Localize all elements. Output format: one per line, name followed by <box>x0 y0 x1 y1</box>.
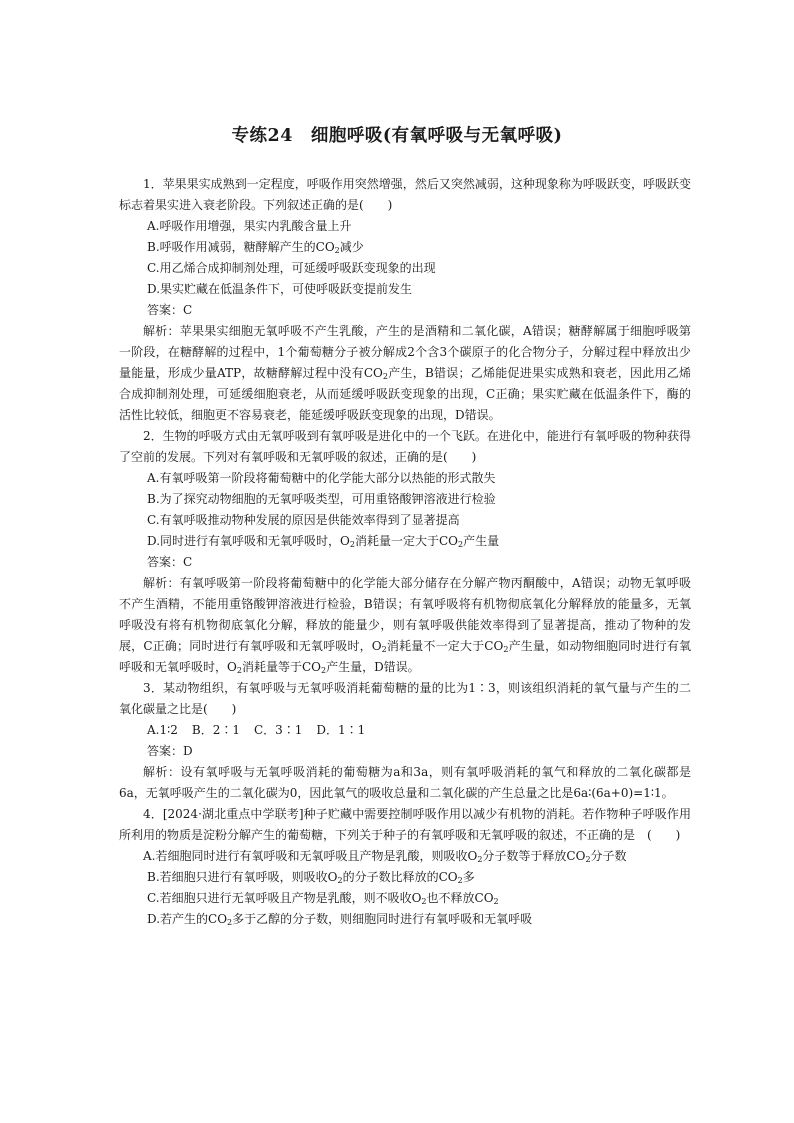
question-list <box>119 174 691 930</box>
question-2-answer: 答案：C <box>147 555 193 569</box>
question-2-option-b: B.为了探究动物细胞的无氧呼吸类型，可用重铬酸钾溶液进行检验 <box>147 492 496 506</box>
question-1-option-a: A.呼吸作用增强，果实内乳酸含量上升 <box>147 219 352 233</box>
question-2-option-a: A.有氧呼吸第一阶段将葡萄糖中的化学能大部分以热能的形式散失 <box>147 471 496 485</box>
question-1-stem: 1．苹果果实成熟到一定程度，呼吸作用突然增强，然后又突然减弱，这种现象称为呼吸跃变，呼吸跃变标志着果实进入衰老阶段。下列叙述正确的是( ) <box>119 177 691 212</box>
question-3-option-c: C．3∶1 <box>253 723 303 737</box>
question-1-analysis: 解析：苹果果实细胞无氧呼吸不产生乳酸，产生的是酒精和二氧化碳，A错误；糖酵解属于细胞呼吸第一阶段，在糖酵解的过程中，1个葡萄糖分子被分解成2个含3个碳原子的化合物分子，分解过程中释放出少量能量，形成少量ATP，故糖酵解过程中没有$CO_2$产生，B错误；乙烯能促进果实成熟和衰老，因此用乙烯合成抑制剂处理，可延缓细胞衰老，从而延缓呼吸跃变现象的出现，C正确；果实贮藏在低温条件下，酶的活性比较低，细胞更不容易衰老，能延缓呼吸跃变现象的出现，D错误。 <box>119 324 692 422</box>
question-4-option-a: A.若细胞同时进行有氧呼吸和无氧呼吸且产物是乳酸，则吸收$O_2$分子数等于释放$CO_2$分子数 <box>143 849 627 864</box>
question-3-answer: 答案：D <box>147 744 193 758</box>
question-2-analysis: 解析：有氧呼吸第一阶段将葡萄糖中的化学能大部分储存在分解产物丙酮酸中，A错误；动物无氧呼吸不产生酒精，不能用重铬酸钾溶液进行检验，B错误；有氧呼吸将有机物彻底氧化分解释放的能量多，无氧呼吸没有将有机物彻底氧化分解，释放的能量少，则有氧呼吸供能效率得到了显著提高，推动了物种的发展，C正确；同时进行有氧呼吸和无氧呼吸时，$O_2$消耗量不一定大于$CO_2$产生量，如动物细胞同时进行有氧呼吸和无氧呼吸时，$O_2$消耗量等于$CO_2$产生量，D错误。 <box>119 576 691 675</box>
question-3-stem: 3．某动物组织，有氧呼吸与无氧呼吸消耗葡萄糖的量的比为1∶3，则该组织消耗的氧气量与产生的二氧化碳量之比是( ) <box>119 681 691 716</box>
question-4-option-b: B.若细胞只进行有氧呼吸，则吸收$O_2$的分子数比释放的$CO_2$多 <box>147 870 475 885</box>
question-3-option-a: A.1∶2 <box>147 723 178 737</box>
question-1-option-c: C.用乙烯合成抑制剂处理，可延缓呼吸跃变现象的出现 <box>147 261 436 275</box>
question-3-option-d: D．1∶1 <box>316 723 366 737</box>
question-1-answer: 答案：C <box>147 303 193 317</box>
question-3-options <box>119 720 691 741</box>
question-1-option-b: B.呼吸作用减弱，糖酵解产生的$CO_2$减少 <box>147 240 364 255</box>
question-2-stem: 2．生物的呼吸方式由无氧呼吸到有氧呼吸是进化中的一个飞跃。在进化中，能进行有氧呼吸的物种获得了空前的发展。下列对有氧呼吸和无氧呼吸的叙述，正确的是( ) <box>119 429 691 464</box>
question-3-analysis: 解析：设有氧呼吸与无氧呼吸消耗的葡萄糖为a和3a，则有氧呼吸消耗的氧气和释放的二氧化碳都是6a，无氧呼吸产生的二氧化碳为0，因此氧气的吸收总量和二氧化碳的产生总量之比是6a∶(6a+0)=1∶1。 <box>119 765 691 800</box>
question-3-option-b: B．2∶1 <box>191 723 240 737</box>
question-4-option-c: C.若细胞只进行无氧呼吸且产物是乳酸，则不吸收$O_2$也不释放$CO_2$ <box>147 891 499 906</box>
question-4-option-d: D.若产生的$CO_2$多于乙醇的分子数，则细胞同时进行有氧呼吸和无氧呼吸 <box>147 912 533 927</box>
question-2-option-d: D.同时进行有氧呼吸和无氧呼吸时，$O_2$消耗量一定大于$CO_2$产生量 <box>147 534 500 549</box>
question-4-stem: 4．[2024·湖北重点中学联考]种子贮藏中需要控制呼吸作用以减少有机物的消耗。若作物种子呼吸作用所利用的物质是淀粉分解产生的葡萄糖，下列关于种子的有氧呼吸和无氧呼吸的叙述，不正确的是 ( ) <box>119 807 691 842</box>
page-title: 专练24 细胞呼吸(有氧呼吸与无氧呼吸) <box>231 126 563 146</box>
question-1-option-d: D.果实贮藏在低温条件下，可使呼吸跃变提前发生 <box>147 282 413 296</box>
question-2-option-c: C.有氧呼吸推动物种发展的原因是供能效率得到了显著提高 <box>147 513 460 527</box>
